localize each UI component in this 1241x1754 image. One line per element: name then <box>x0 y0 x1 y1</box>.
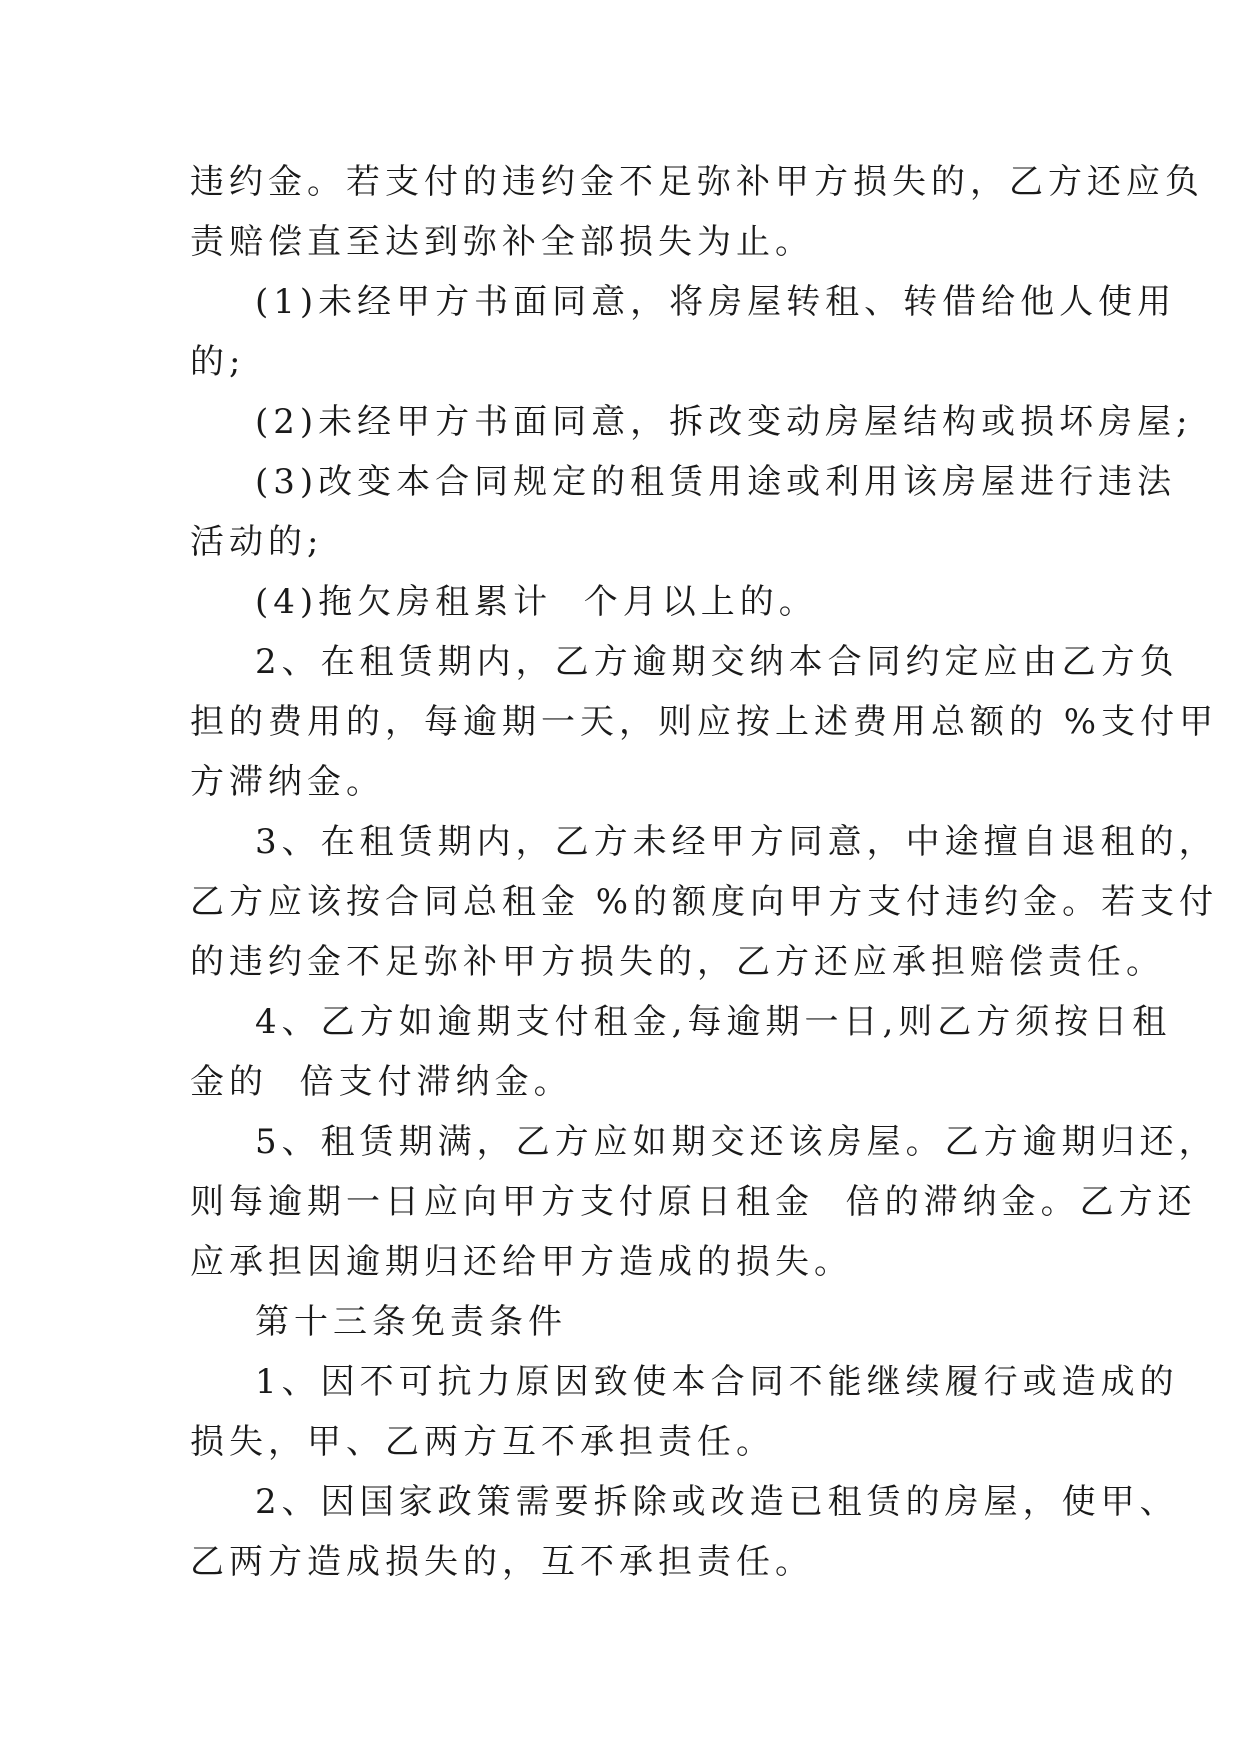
text-line: 违约金。若支付的违约金不足弥补甲方损失的，乙方还应负 <box>190 162 1204 202</box>
text-line: 责赔偿直至达到弥补全部损失为止。 <box>190 222 814 262</box>
text-line: 3、在租赁期内，乙方未经甲方同意，中途擅自退租的， <box>255 822 1218 862</box>
text-line: 担的费用的，每逾期一天，则应按上述费用总额的 %支付甲 <box>190 702 1219 742</box>
text-line: (1)未经甲方书面同意，将房屋转租、转借给他人使用 <box>255 282 1177 322</box>
section-heading: 第十三条免责条件 <box>255 1302 567 1342</box>
text-line: 方滞纳金。 <box>190 762 385 802</box>
text-line: 则每逾期一日应向甲方支付原日租金 倍的滞纳金。乙方还 <box>190 1182 1197 1222</box>
text-line: 乙方应该按合同总租金 %的额度向甲方支付违约金。若支付 <box>190 882 1219 922</box>
text-line: 的; <box>190 342 246 382</box>
text-line: 乙两方造成损失的，互不承担责任。 <box>190 1542 814 1582</box>
text-line: 2、在租赁期内，乙方逾期交纳本合同约定应由乙方负 <box>255 642 1179 682</box>
text-line: 1、因不可抗力原因致使本合同不能继续履行或造成的 <box>255 1362 1179 1402</box>
text-line: 损失，甲、乙两方互不承担责任。 <box>190 1422 775 1462</box>
text-line: 应承担因逾期归还给甲方造成的损失。 <box>190 1242 853 1282</box>
text-line: 2、因国家政策需要拆除或改造已租赁的房屋，使甲、 <box>255 1482 1179 1522</box>
text-line: 5、租赁期满，乙方应如期交还该房屋。乙方逾期归还， <box>255 1122 1218 1162</box>
text-line: (3)改变本合同规定的租赁用途或利用该房屋进行违法 <box>255 462 1177 502</box>
text-line: 金的 倍支付滞纳金。 <box>190 1062 573 1102</box>
text-line: (4)拖欠房租累计 个月以上的。 <box>255 582 818 622</box>
text-line: 的违约金不足弥补甲方损失的，乙方还应承担赔偿责任。 <box>190 942 1165 982</box>
text-line: (2)未经甲方书面同意，拆改变动房屋结构或损坏房屋; <box>255 402 1193 442</box>
text-line: 活动的; <box>190 522 324 562</box>
text-line: 4、乙方如逾期支付租金,每逾期一日,则乙方须按日租 <box>255 1002 1172 1042</box>
